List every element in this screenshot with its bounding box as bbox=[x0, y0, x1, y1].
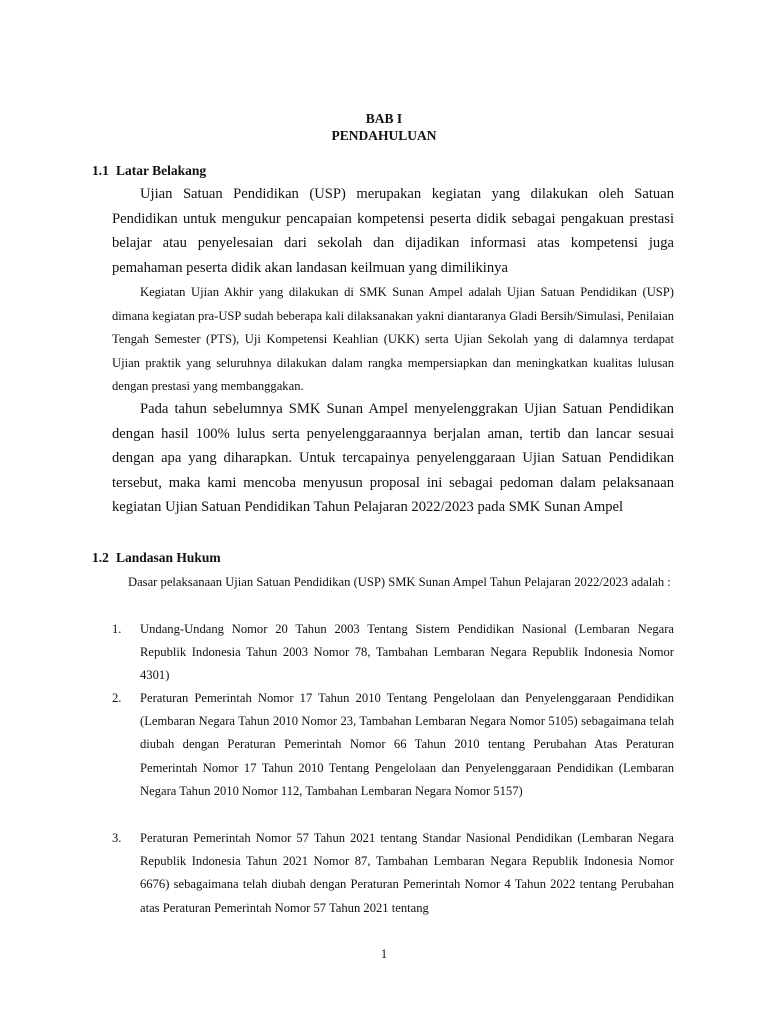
list-item-text: Peraturan Pemerintah Nomor 57 Tahun 2021 tentang Standar Nasional Pendidikan (Lembaran Negara Republik Indonesia Tahun 2021 Nomor 87, Tambahan Lembaran Negara Republik Indonesia Nomor 6676) sebagaimana telah diubah dengan Peraturan Pemerintah Nomor 4 Tahun 2022 tentang Perubahan atas Peraturan Pemerintah Nomor 57 Tahun 2021 tentang bbox=[140, 831, 674, 915]
paragraph bbox=[112, 397, 674, 520]
section-heading-1-1 bbox=[92, 163, 206, 179]
paragraph-text: Ujian Satuan Pendidikan (USP) merupakan kegiatan yang dilakukan oleh Satuan Pendidikan untuk mengukur pencapaian kompetensi peserta didik sebagai pengakuan prestasi belajar atau penyelesaian dari sekolah dan dijadikan informasi atas kompetensi juga pemahaman peserta didik akan landasan keilmuan yang dimilikinya bbox=[112, 186, 674, 276]
section-heading-1-2 bbox=[92, 550, 221, 566]
paragraph bbox=[112, 182, 674, 280]
list-item bbox=[112, 687, 674, 803]
section-title: Landasan Hukum bbox=[116, 550, 221, 565]
paragraph-text: Dasar pelaksanaan Ujian Satuan Pendidikan (USP) SMK Sunan Ampel Tahun Pelajaran 2022/2023 adalah : bbox=[128, 575, 671, 589]
list-item bbox=[112, 827, 674, 920]
paragraph-text: Kegiatan Ujian Akhir yang dilakukan di SMK Sunan Ampel adalah Ujian Satuan Pendidikan (USP) dimana kegiatan pra-USP sudah beberapa kali dilaksanakan yakni diantaranya Gladi Bersih/Simulasi, Penilaian Tengah Semester (PTS), Uji Kompetensi Keahlian (UKK) serta Ujian Sekolah yang di dalamnya terdapat Ujian praktik yang seluruhnya dilakukan dalam rangka mempersiapkan dan meningkatkan kualitas lulusan dengan prestasi yang membanggakan. bbox=[112, 285, 674, 393]
list-item bbox=[112, 618, 674, 688]
paragraph bbox=[112, 571, 674, 595]
chapter-number: BAB I bbox=[365, 111, 403, 126]
list-item-number: 1. bbox=[112, 622, 122, 636]
section-title: Latar Belakang bbox=[116, 163, 207, 178]
chapter-title: PENDAHULUAN bbox=[331, 128, 437, 143]
list-item-number: 3. bbox=[112, 831, 122, 845]
paragraph bbox=[112, 281, 674, 399]
section-number: 1.1 bbox=[92, 163, 109, 178]
section-number: 1.2 bbox=[92, 550, 109, 565]
paragraph-text: Pada tahun sebelumnya SMK Sunan Ampel menyelenggrakan Ujian Satuan Pendidikan dengan hasil 100% lulus serta penyelenggaraannya berjalan aman, tertib dan lancar sesuai dengan apa yang diharapkan. Untuk tercapainya penyelenggaraan Ujian Satuan Pendidikan tersebut, maka kami mencoba menyusun proposal ini sebagai pedoman dalam pelaksanaan kegiatan Ujian Satuan Pendidikan Tahun Pelajaran 2022/2023 pada SMK Sunan Ampel bbox=[112, 401, 674, 515]
list-item-number: 2. bbox=[112, 691, 122, 705]
page-number: 1 bbox=[380, 947, 388, 961]
list-item-text: Undang-Undang Nomor 20 Tahun 2003 Tentang Sistem Pendidikan Nasional (Lembaran Negara Republik Indonesia Tahun 2003 Nomor 78, Tambahan Lembaran Negara Republik Indonesia Nomor 4301) bbox=[140, 622, 674, 683]
list-item-text: Peraturan Pemerintah Nomor 17 Tahun 2010 Tentang Pengelolaan dan Penyelenggaraan Pendidikan (Lembaran Negara Tahun 2010 Nomor 23, Tambahan Lembaran Negara Nomor 5105) sebagaimana telah diubah dengan Peraturan Pemerintah Nomor 66 Tahun 2010 tentang Perubahan Atas Peraturan Pemerintah Nomor 17 Tahun 2010 Tentang Pengelolaan dan Penyelenggaraan Pendidikan (Lembaran Negara Tahun 2010 Nomor 112, Tambahan Lembaran Negara Nomor 5157) bbox=[140, 691, 674, 798]
